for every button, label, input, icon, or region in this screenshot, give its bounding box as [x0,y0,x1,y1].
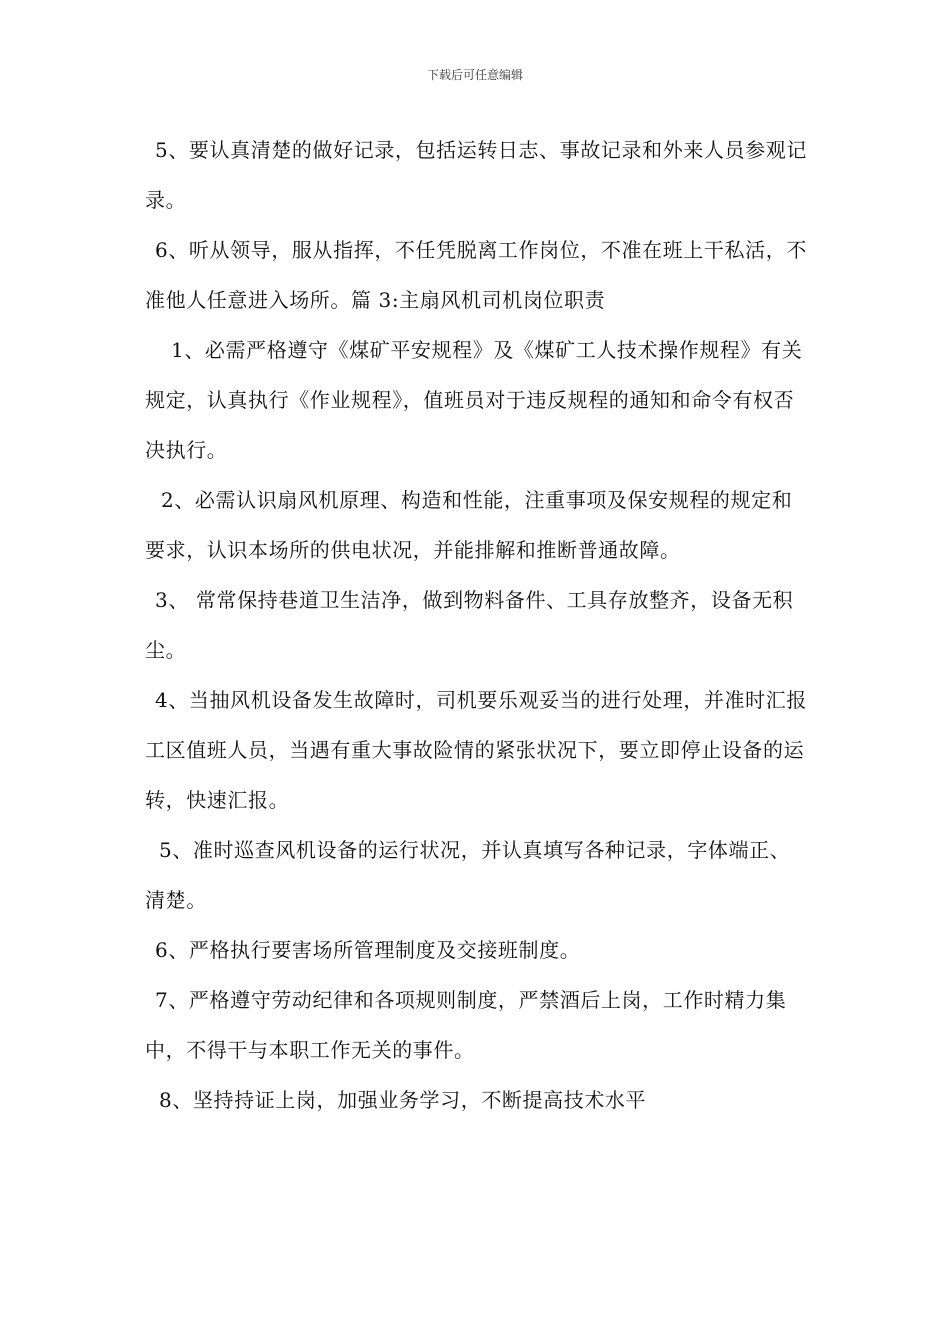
document-body [145,125,810,1125]
paragraph-1: 5、要认真清楚的做好记录，包括运转日志、事故记录和外来人员参观记录。 [145,138,807,212]
paragraph-2: 6、听从领导，服从指挥，不任凭脱离工作岗位，不准在班上干私活，不准他人任意进入场所。篇 3:主扇风机司机岗位职责 [145,238,807,312]
paragraph-5: 3、 常常保持巷道卫生洁净，做到物料备件、工具存放整齐，设备无积尘。 [145,588,794,662]
paragraph-8: 6、严格执行要害场所管理制度及交接班制度。 [155,938,581,962]
paragraph-10: 8、坚持持证上岗，加强业务学习，不断提高技术水平 [159,1088,647,1112]
paragraph-7: 5、准时巡查风机设备的运行状况，并认真填写各种记录，字体端正、清楚。 [145,838,791,912]
paragraph-9: 7、严格遵守劳动纪律和各项规则制度，严禁酒后上岗，工作时精力集中，不得干与本职工作无关的事件。 [145,988,787,1062]
paragraph-4: 2、必需认识扇风机原理、构造和性能，注重事项及保安规程的规定和要求，认识本场所的供电状况，并能排解和推断普通故障。 [145,488,793,562]
paragraph-6: 4、当抽风机设备发生故障时，司机要乐观妥当的进行处理，并准时汇报工区值班人员，当遇有重大事故险情的紧张状况下，要立即停止设备的运转，快速汇报。 [145,688,807,812]
paragraph-3: 1、必需严格遵守《煤矿平安规程》及《煤矿工人技术操作规程》有关规定，认真执行《作业规程》，值班员对于违反规程的通知和命令有权否决执行。 [145,338,803,462]
page-header: 下载后可任意编辑 [426,68,523,82]
